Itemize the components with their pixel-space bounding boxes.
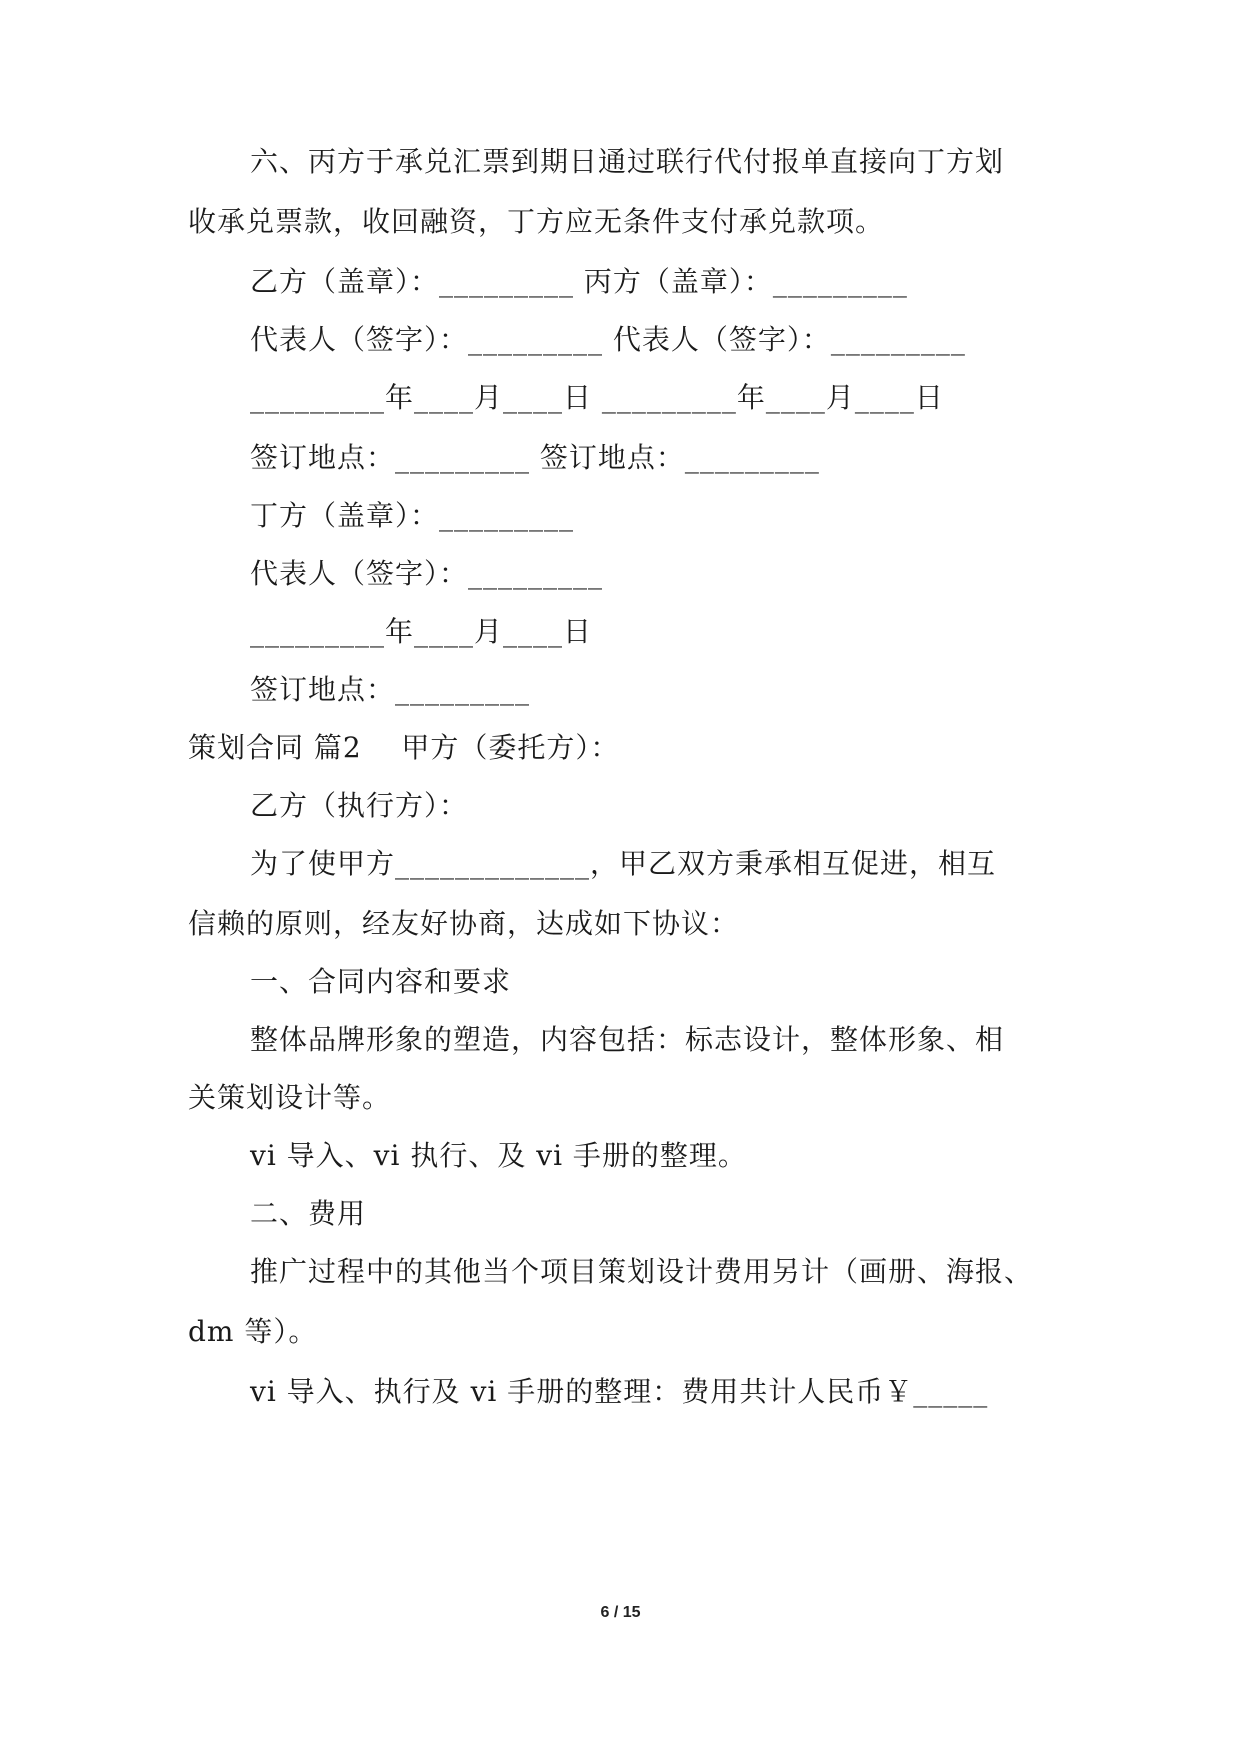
paragraph-line: 整体品牌形象的塑造，内容包括：标志设计，整体形象、相 — [250, 1023, 1005, 1056]
signature-line: 丁方（盖章）：_________ — [250, 499, 575, 532]
section-heading: 策划合同 篇2 甲方（委托方）： — [188, 731, 620, 764]
signature-line: 乙方（盖章）：_________ 丙方（盖章）：_________ — [250, 265, 908, 298]
paragraph-line: 信赖的原则，经友好协商，达成如下协议： — [188, 907, 740, 940]
clause-heading: 二、费用 — [250, 1197, 367, 1230]
clause-heading: 一、合同内容和要求 — [250, 965, 512, 998]
paragraph-line: dm 等）。 — [188, 1315, 318, 1348]
date-line: _________年____月____日 — [250, 615, 593, 648]
paragraph-line: vi 导入、执行及 vi 手册的整理：费用共计人民币￥_____ — [250, 1375, 989, 1408]
paragraph-line: vi 导入、vi 执行、及 vi 手册的整理。 — [250, 1139, 747, 1172]
date-line: _________年____月____日 _________年____月____日 — [250, 381, 944, 414]
location-line: 签订地点：_________ — [250, 673, 531, 706]
paragraph-line: 六、丙方于承兑汇票到期日通过联行代付报单直接向丁方划 — [250, 145, 1005, 178]
paragraph-line: 关策划设计等。 — [188, 1081, 392, 1114]
paragraph-line: 乙方（执行方）： — [250, 789, 469, 822]
signature-line: 代表人（签字）：_________ 代表人（签字）：_________ — [250, 323, 966, 356]
location-line: 签订地点：_________ 签订地点：_________ — [250, 441, 820, 474]
page-number: 6 / 15 — [600, 1604, 641, 1621]
paragraph-line: 为了使甲方_____________，甲乙双方秉承相互促进，相互 — [250, 847, 997, 880]
signature-line: 代表人（签字）：_________ — [250, 557, 604, 590]
paragraph-line: 收承兑票款，收回融资，丁方应无条件支付承兑款项。 — [188, 205, 885, 238]
paragraph-line: 推广过程中的其他当个项目策划设计费用另计（画册、海报、 — [250, 1255, 1034, 1288]
